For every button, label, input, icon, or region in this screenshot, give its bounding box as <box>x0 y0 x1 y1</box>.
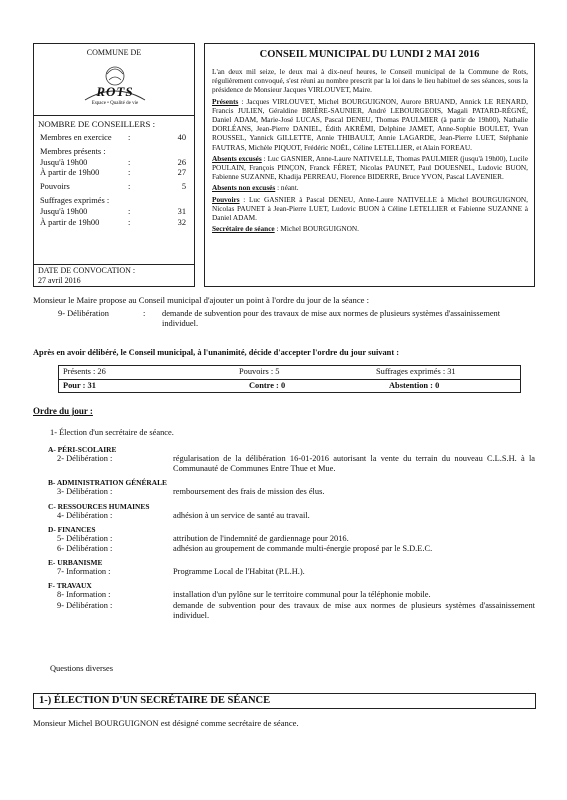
ordre-item <box>50 590 535 600</box>
ordre-item-num: 6- Délibération : <box>57 544 113 554</box>
ordre-item <box>50 544 535 554</box>
pouvoirs-text: : Luc GASNIER à Pascal DENEU, Anne-Laure NATIVELLE à Michel BOURGUIGNON, Nicolas PAUNET à Jean-Pierre LUET, Ludovic BUON à Céline LETELLIER et Fabienne SUZANNE à Daniel ADAM. <box>212 194 528 223</box>
ordre-item-text: installation d'un pylône sur le territoire communal pour la téléphonie mobile. <box>173 590 431 600</box>
secretaire-paragraph <box>212 224 528 233</box>
ordre-item-num: 9- Délibération : <box>57 600 113 610</box>
logo-text: ROTS <box>96 84 134 99</box>
seance-info-panel <box>204 43 535 287</box>
ordre-item-num: 7- Information : <box>57 567 111 577</box>
conseiller-row-value: 27 <box>177 168 186 178</box>
ordre-section-title: B- ADMINISTRATION GÉNÉRALE <box>48 478 167 488</box>
ordre-section-title: E- URBANISME <box>48 558 103 568</box>
added-item-colon: : <box>143 309 146 318</box>
votes-table <box>58 365 521 393</box>
ordre-item-num: 8- Information : <box>57 590 111 600</box>
conseiller-row <box>40 207 190 218</box>
votes-suffrages: Suffrages exprimés : 31 <box>376 367 456 376</box>
votes-contre: Contre : 0 <box>249 381 286 390</box>
ordre-item <box>50 567 535 577</box>
section-heading-1-text: 1-) ÉLECTION D'UN SECRÉTAIRE DE SÉANCE <box>39 695 271 706</box>
conseiller-row-value: 31 <box>177 207 186 217</box>
ordre-item <box>50 534 535 544</box>
ordre-item-num: 5- Délibération : <box>57 533 113 543</box>
divider <box>34 115 194 116</box>
logo-tagline: Espace • Qualité de vie <box>91 101 139 106</box>
conseiller-row <box>40 158 190 169</box>
ordre-section-title: A- PÉRI-SCOLAIRE <box>48 445 117 454</box>
ordre-item <box>50 511 535 521</box>
ordre-item-text: adhésion à un service de santé au travail. <box>173 510 310 520</box>
conseiller-row-label: À partir de 19h00 <box>40 168 100 178</box>
pouvoirs-paragraph <box>212 195 528 223</box>
conseiller-row-label: Membres en exercice <box>40 133 112 142</box>
added-item-text: demande de subvention pour des travaux de mise aux normes de plusieurs systèmes d'assainissement individuel. <box>162 309 501 329</box>
ordre-item-num: 4- Délibération : <box>57 510 113 520</box>
secretaire-text: : Michel BOURGUIGNON. <box>274 224 360 234</box>
conseillers-title: NOMBRE DE CONSEILLERS : <box>38 119 156 129</box>
ordre-section-title: F- TRAVAUX <box>48 581 92 591</box>
ordre-item-text: demande de subvention pour des travaux de mise aux normes de plusieurs systèmes d'assainissement individuel. <box>173 600 535 620</box>
seance-intro: L'an deux mil seize, le deux mai à dix-neuf heures, le Conseil municipal de la Commune de Rots, régulièrement convoqué, s'est réuni au nombre prescrit par la loi dans le lieu habituel de ses séances, sous la présidence de Monsieur Jacques VIRLOUVET, Maire. <box>212 67 528 95</box>
conseiller-row-label: Suffrages exprimés : <box>40 196 110 206</box>
conseiller-row <box>40 218 190 229</box>
conseiller-row-label: Jusqu'à 19h00 <box>40 207 88 217</box>
conseiller-row <box>40 168 190 179</box>
ordre-section-title: C- RESSOURCES HUMAINES <box>48 501 150 511</box>
section-heading-1 <box>33 693 536 709</box>
conseiller-row-value: 40 <box>177 133 186 142</box>
conseiller-row-colon: : <box>128 157 131 167</box>
rots-logo <box>79 60 151 108</box>
conseiller-row <box>40 182 190 193</box>
questions-diverses: Questions diverses <box>50 664 114 673</box>
ordre-title: Ordre du jour : <box>33 406 93 416</box>
divider <box>34 264 194 265</box>
conseillers-list <box>40 133 190 228</box>
pouvoirs-label: Pouvoirs <box>212 194 240 204</box>
added-item-num: 9- Délibération <box>58 309 109 318</box>
conseiller-row-label: À partir de 19h00 <box>40 217 100 227</box>
ordre-item-text: Programme Local de l'Habitat (P.L.H.). <box>173 567 305 577</box>
conseiller-row-label: Membres présents : <box>40 147 106 157</box>
ordre-section-title: D- FINANCES <box>48 524 96 534</box>
decision-text: Après en avoir délibéré, le Conseil municipal, à l'unanimité, décide d'accepter l'ordre du jour suivant : <box>33 348 400 357</box>
seance-title: CONSEIL MUNICIPAL DU LUNDI 2 MAI 2016 <box>259 49 480 60</box>
ordre-item-text: adhésion au groupement de commande multi-énergie proposé par le S.D.E.C. <box>173 544 433 554</box>
excuses-paragraph <box>212 154 528 182</box>
conseiller-row-value: 5 <box>181 182 186 192</box>
ordre-item <box>50 487 535 497</box>
ordre-item-text: attribution de l'indemnité de gardiennage pour 2016. <box>173 533 349 543</box>
conseiller-row-value: 32 <box>177 217 186 227</box>
excuses-text: : Luc GASNIER, Anne-Laure NATIVELLE, Thomas PAULMIER (jusqu'à 19h00), Lucile POULAIN, François PINÇON, Franck FÉRET, Nicolas PAUNET, Paul DOUESNEL, Ludovic BUON, Fabienne SUZANNE, Khadija PERREAU, Florence BIDERRE, Bruce YVON, Pascal LAVENIER. <box>212 153 528 182</box>
conseiller-row-label: Jusqu'à 19h00 <box>40 157 88 167</box>
votes-presents: Présents : 26 <box>63 367 106 376</box>
votes-divider <box>59 379 520 380</box>
non-excuses-text: : néant. <box>275 183 299 193</box>
convocation-title: DATE DE CONVOCATION : <box>38 266 136 275</box>
ordre-item-num: 2- Délibération : <box>57 454 113 463</box>
conseiller-row <box>40 196 190 207</box>
conseiller-row-colon: : <box>128 168 131 178</box>
conseiller-row-value: 26 <box>177 157 186 167</box>
votes-pour: Pour : 31 <box>63 381 96 390</box>
commune-label: COMMUNE DE <box>86 48 142 57</box>
conseiller-row-label: Pouvoirs <box>40 182 70 192</box>
conseiller-row-colon: : <box>128 207 131 217</box>
conseiller-row-colon: : <box>128 217 131 227</box>
presents-text: : Jacques VIRLOUVET, Michel BOURGUIGNON, Aurore BRUAND, Annick LE RENARD, Francis JULIEN, Géraldine BRIÈRE-SAUNIER, André LEBOURGEOIS, Magali PATARD-RÉGNÉ, Daniel ADAM, Marie-José LUCAS, Pascal DENEU, Thomas PAULMIER (à partir de 19h00), Nathalie DORLÉANS, Jean-Pierre DANIEL, Édith AKRÉMI, Delphine JAMET, Anne-Sophie BOULET, Yvan ROUSSEL, Yannick GILLETTE, Annie THIBAULT, Annie LAGARDE, Jean-Pierre LUET, Stéphanie FAUTRAS, Michèle PIQUOT, Frédéric NOËL, Céline LETELLIER, et Alain FOREAU. <box>212 96 528 152</box>
conseiller-row <box>40 147 190 158</box>
conseiller-row-colon: : <box>128 133 131 142</box>
presents-label: Présents <box>212 96 239 106</box>
propose-text: Monsieur le Maire propose au Conseil municipal d'ajouter un point à l'ordre du jour de la séance : <box>33 295 370 305</box>
votes-pouvoirs: Pouvoirs : 5 <box>239 367 280 376</box>
final-statement: Monsieur Michel BOURGUIGNON est désigné comme secrétaire de séance. <box>33 718 299 728</box>
conseiller-row-colon: : <box>128 182 131 192</box>
ordre-item <box>50 454 535 474</box>
secretaire-label: Secrétaire de séance <box>212 224 275 234</box>
commune-info-panel <box>33 43 195 287</box>
non-excuses-label: Absents non excusés <box>212 183 276 193</box>
convocation-date: 27 avril 2016 <box>38 276 81 285</box>
excuses-label: Absents excusés <box>212 153 262 163</box>
non-excuses-paragraph <box>212 183 528 192</box>
ordre-item-num: 3- Délibération : <box>57 487 113 497</box>
conseiller-row <box>40 133 190 144</box>
ordre-sections <box>50 445 535 621</box>
ordre-item-1: 1- Élection d'un secrétaire de séance. <box>50 428 174 437</box>
ordre-item-text: remboursement des frais de mission des élus. <box>173 487 325 497</box>
ordre-item-text: régularisation de la délibération 16-01-2016 autorisant la vente du terrain du nouveau C.L.S.H. à la Communauté de Communes Entre Thue et Mue. <box>173 454 535 474</box>
ordre-item <box>50 601 535 621</box>
presents-paragraph <box>212 97 528 152</box>
votes-abstention: Abstention : 0 <box>389 381 440 390</box>
